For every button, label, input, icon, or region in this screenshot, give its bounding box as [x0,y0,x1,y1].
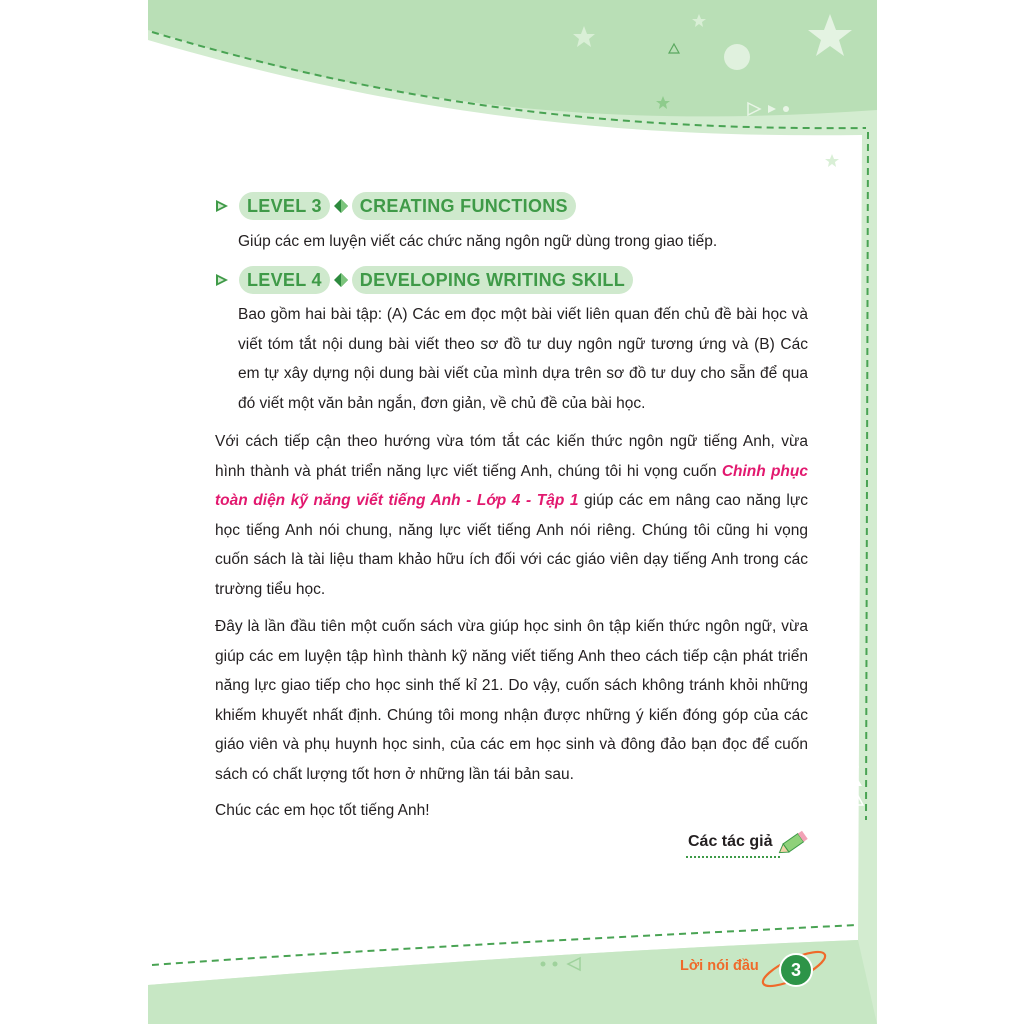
level-3-title: CREATING FUNCTIONS [352,192,576,220]
level-3-header [215,192,576,220]
second-paragraph: Đây là lần đầu tiên một cuốn sách vừa giúp học sinh ôn tập kiến thức ngôn ngữ, vừa giúp các em luyện tập hình thành kỹ năng viết tiếng Anh theo cách tiếp cận phát triển năng lực giao tiếp cho học sinh thế kỉ 21. Do vậy, cuốn sách không tránh khỏi những khiếm khuyết nhất định. Chúng tôi mong nhận được những ý kiến đóng góp của các giáo viên và phụ huynh học sinh, của các em học sinh và đông đảo bạn đọc để cuốn sách có chất lượng tốt hơn ở những lần tái bản sau. [215,618,808,783]
book-title: Chinh phục toàn diện kỹ năng viết tiếng Anh - Lớp 4 - Tập 1 [215,462,808,509]
intro-paragraph-end: giúp các em nâng cao năng lực học tiếng Anh nói chung, năng lực viết tiếng Anh nói riêng. Chúng tôi cũng hi vọng cuốn sách là tài liệu tham khảo hữu ích đối với các giáo viên dạy tiếng Anh trong các trường tiểu học. [215,492,808,598]
footer-section-label: Lời nói đầu [680,958,759,974]
level-4-label: LEVEL 4 [239,266,330,294]
page-number: 3 [779,953,813,987]
level-4-description: Bao gồm hai bài tập: (A) Các em đọc một bài viết liên quan đến chủ đề bài học và viết tóm tắt nội dung bài viết theo sơ đồ tư duy ngôn ngữ tương ứng và (B) Các em tự xây dựng nội dung bài viết của mình dựa trên sơ đồ tư duy cho sẵn để qua đó viết một văn bản ngắn, đơn giản, về chủ đề của bài học. [238,306,808,412]
level-4-header [215,266,633,294]
arrow-right-icon [215,273,229,287]
level-3-description: Giúp các em luyện viết các chức năng ngôn ngữ dùng trong giao tiếp. [238,233,718,250]
intro-paragraph [215,427,808,604]
arrow-right-icon [215,199,229,213]
signature: Các tác giả [688,833,773,850]
diamond-icon [333,198,349,214]
intro-paragraph-start: Với cách tiếp cận theo hướng vừa tóm tắt các kiến thức ngôn ngữ tiếng Anh, vừa hình thành và phát triển năng lực viết tiếng Anh, chúng tôi hi vọng cuốn [215,433,808,480]
diamond-icon [333,272,349,288]
signature-underline [686,856,780,858]
level-4-title: DEVELOPING WRITING SKILL [352,266,633,294]
level-3-label: LEVEL 3 [239,192,330,220]
closing-line: Chúc các em học tốt tiếng Anh! [215,802,430,819]
